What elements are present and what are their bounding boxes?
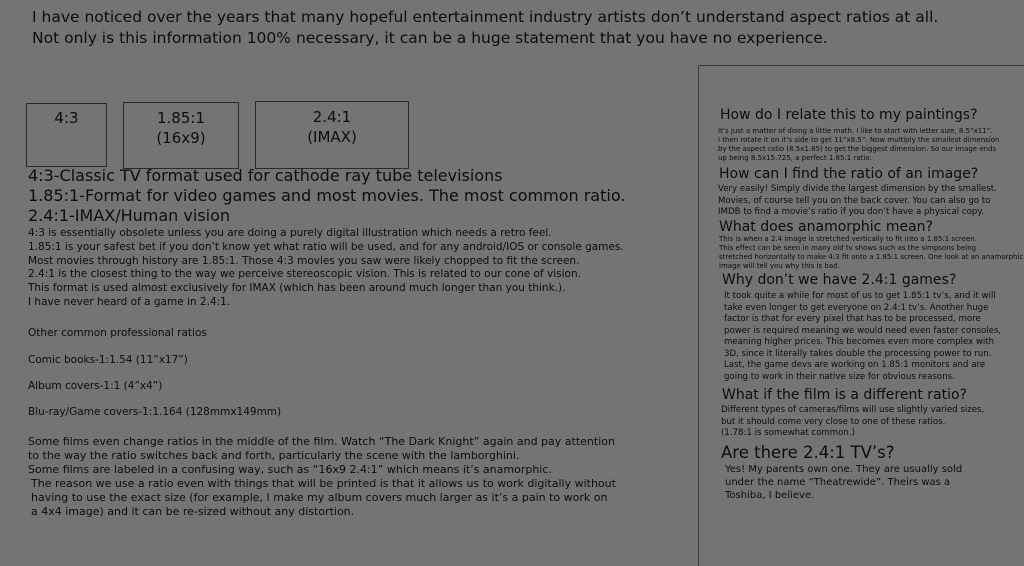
faq-answer-line: meaning higher prices. This becomes even more complex with bbox=[724, 337, 995, 347]
faq-answer-line: Very easily! Simply divide the largest dimension by the smallest. bbox=[718, 184, 997, 194]
note-line: I have never heard of a game in 2.4:1. bbox=[28, 296, 231, 308]
faq-answer-games bbox=[724, 291, 1001, 383]
faq-question-games: Why don’t we have 2.4:1 games? bbox=[722, 272, 957, 288]
note-line: 4:3 is essentially obsolete unless you are doing a purely digital illustration which needs a retro feel. bbox=[28, 227, 552, 239]
faq-question-different-ratio: What if the film is a different ratio? bbox=[722, 387, 968, 403]
faq-answer-line: I then rotate it on it’s side to get 11”x8.5”. Now multiply the smallest dimension bbox=[718, 136, 1000, 144]
faq-answer-line: going to work in their native size for obvious reasons. bbox=[724, 371, 955, 382]
note-line: 2.4:1 is the closest thing to the way we perceive stereoscopic vision. This is related to our cone of vision. bbox=[28, 268, 581, 280]
faq-answer-line: This is when a 2.4 image is stretched vertically to fit into a 1.85:1 screen. bbox=[719, 235, 977, 243]
faq-answer-paintings bbox=[718, 127, 999, 163]
faq-answer-line: under the name “Theatrewide”. Theirs was a bbox=[725, 477, 951, 488]
faq-answer-line: but it should come very close to one of these ratios. bbox=[721, 416, 946, 427]
intro-line: Not only is this information 100% necessary, it can be a huge statement that you have no experience. bbox=[32, 29, 828, 47]
faq-answer-line: Yes! My parents own one. They are usually sold bbox=[725, 464, 963, 475]
faq-answer-line: 3D, since it literally takes double the processing power to run. bbox=[724, 348, 992, 359]
ratio-box-label: 2.4:1 bbox=[312, 108, 352, 126]
note-line: Most movies through history are 1.85:1. Those 4:3 movies you saw were likely chopped to fit the screen. bbox=[28, 255, 580, 267]
other-ratio-comic: Comic books-1:1.54 (11”x17”) bbox=[28, 354, 188, 366]
faq-answer-line: Movies, of course tell you on the back cover. You can also go to bbox=[718, 195, 991, 206]
faq-answer-line: This effect can be seen in many old tv shows such as the simpsons being bbox=[719, 244, 977, 252]
faq-question-anamorphic: What does anamorphic mean? bbox=[719, 219, 933, 235]
format-4-3: 4:3-Classic TV format used for cathode ray tube televisions bbox=[28, 166, 503, 185]
faq-question-paintings: How do I relate this to my paintings? bbox=[720, 107, 978, 123]
note-line: 1.85:1 is your safest bet if you don’t know yet what ratio will be used, and for any android/IOS or console games. bbox=[28, 241, 624, 253]
faq-answer-line: up being 8.5x15.725, a perfect 1.85:1 ratio. bbox=[718, 154, 872, 162]
faq-question-tvs: Are there 2.4:1 TV’s? bbox=[721, 443, 895, 462]
faq-answer-tvs bbox=[725, 463, 962, 502]
faq-answer-line: stretched horizontally to make 4:3 fit onto a 1.85:1 screen. One look at an anamorphic bbox=[719, 253, 1024, 261]
note-line: This format is used almost exclusively for IMAX (which has been around much longer than you think.). bbox=[28, 282, 566, 294]
films-line: Some films even change ratios in the middle of the film. Watch “The Dark Knight” again and pay attention bbox=[28, 435, 615, 448]
notes-block-b bbox=[28, 267, 581, 309]
format-1-85: 1.85:1-Format for video games and most movies. The most common ratio. bbox=[28, 186, 626, 205]
faq-answer-line: by the aspect ratio (8.5x1.85) to get the biggest dimension. So our image ends bbox=[718, 145, 997, 153]
faq-answer-anamorphic bbox=[719, 235, 1023, 271]
faq-answer-line: factor is that for every pixel that has to be processed, more bbox=[724, 314, 981, 324]
ratio-box-label: 4:3 bbox=[54, 109, 79, 127]
films-line: to the way the ratio switches back and forth, particularly the scene with the lamborghini. bbox=[28, 449, 520, 462]
reason-line: a 4x4 image) and it can be re-sized without any distortion. bbox=[31, 505, 355, 518]
faq-question-find-ratio: How can I find the ratio of an image? bbox=[719, 166, 979, 182]
reason-paragraph bbox=[31, 477, 616, 519]
format-2-4: 2.4:1-IMAX/Human vision bbox=[28, 206, 231, 225]
films-paragraph bbox=[28, 435, 615, 477]
other-ratio-album: Album covers-1:1 (4”x4”) bbox=[28, 380, 163, 392]
faq-answer-line: It took quite a while for most of us to get 1.85:1 tv’s, and it will bbox=[724, 291, 996, 301]
faq-answer-line: take even longer to get everyone on 2.4:1 tv’s. Another huge bbox=[724, 302, 989, 313]
other-ratios-title: Other common professional ratios bbox=[28, 327, 207, 339]
intro-line: I have noticed over the years that many hopeful entertainment industry artists don’t understand aspect ratios at all. bbox=[32, 8, 939, 26]
faq-answer-line: IMDB to find a movie’s ratio if you don’t have a physical copy. bbox=[718, 207, 984, 217]
reason-line: having to use the exact size (for example, I make my album covers much larger as it’s a pain to work on bbox=[31, 491, 608, 504]
intro-paragraph bbox=[32, 7, 938, 49]
faq-answer-different-ratio bbox=[721, 405, 984, 440]
ratio-box-label: 1.85:1 bbox=[157, 109, 205, 127]
faq-answer-line: Different types of cameras/films will use slightly varied sizes, bbox=[721, 405, 985, 415]
faq-answer-line: It’s just a matter of doing a little math. I like to start with letter size, 8.5”x11”. bbox=[718, 127, 993, 135]
notes-block-a bbox=[28, 226, 624, 268]
ratio-box-2-4 bbox=[255, 101, 409, 169]
ratio-box-4-3 bbox=[26, 103, 107, 167]
ratio-box-sublabel: (16x9) bbox=[156, 129, 206, 147]
reason-line: The reason we use a ratio even with things that will be printed is that it allows us to work digitally without bbox=[31, 477, 616, 490]
other-ratio-bluray: Blu-ray/Game covers-1:1.164 (128mmx149mm) bbox=[28, 406, 282, 418]
ratio-box-1-85 bbox=[123, 102, 239, 169]
faq-answer-line: (1.78:1 is somewhat common.) bbox=[721, 428, 855, 438]
faq-answer-find-ratio bbox=[718, 184, 997, 219]
faq-answer-line: Toshiba, I believe. bbox=[725, 490, 815, 501]
faq-answer-line: image will tell you why this is bad. bbox=[719, 262, 840, 270]
faq-answer-line: Last, the game devs are working on 1.85:1 monitors and are bbox=[724, 360, 986, 370]
faq-answer-line: power is required meaning we would need even faster consoles, bbox=[724, 325, 1002, 336]
films-line: Some films are labeled in a confusing way, such as “16x9 2.4:1” which means it’s anamorphic. bbox=[28, 463, 552, 476]
ratio-box-sublabel: (IMAX) bbox=[307, 128, 357, 146]
